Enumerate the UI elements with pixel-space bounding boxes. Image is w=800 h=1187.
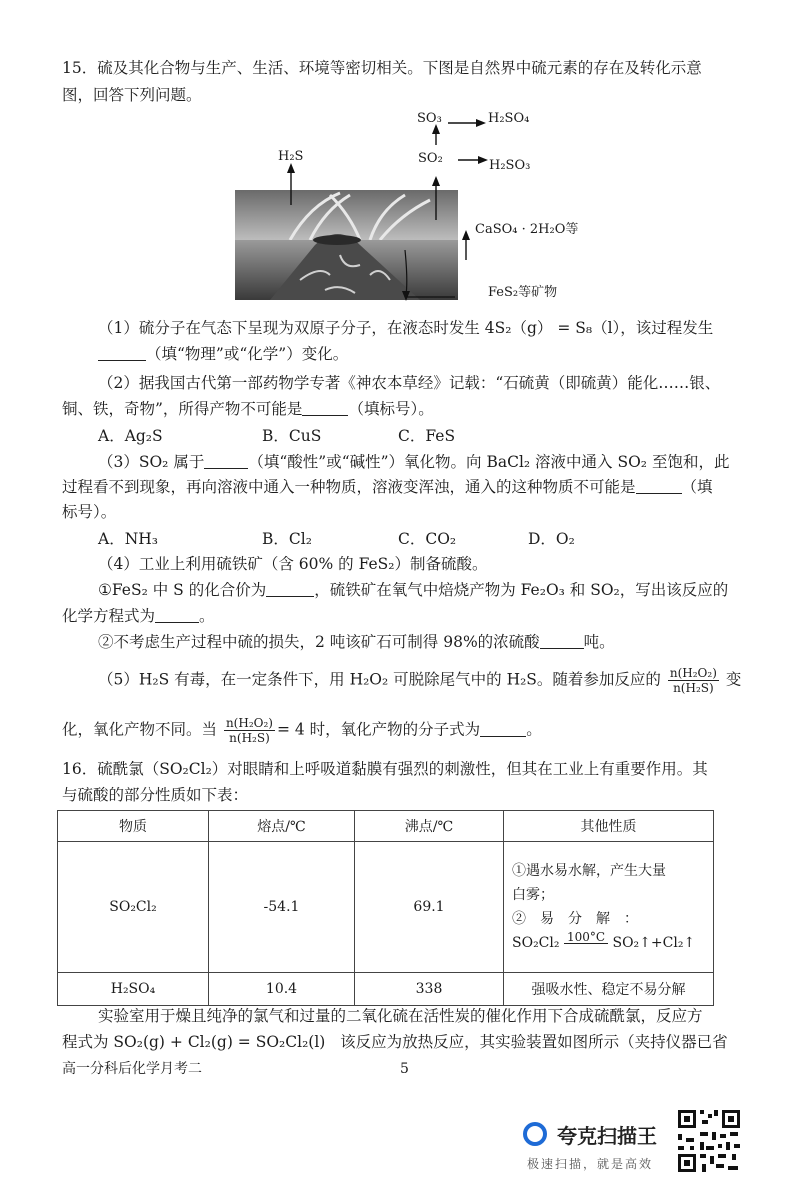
q16-intro-line1: 16．硫酰氯（SO₂Cl₂）对眼睛和上呼吸道黏膜有强烈的刺激性，但其在工业上有重要作用。其 bbox=[62, 760, 708, 778]
table-row bbox=[58, 973, 714, 1006]
scanner-logo-icon bbox=[523, 1122, 547, 1146]
page-number: 5 bbox=[400, 1061, 409, 1077]
h2s-label: H₂S bbox=[278, 149, 304, 164]
q15-p3-line3: 标号）。 bbox=[62, 503, 117, 521]
answer-blank[interactable] bbox=[98, 344, 146, 361]
table-header-row bbox=[58, 811, 714, 842]
h2so4-label: H₂SO₄ bbox=[488, 111, 530, 126]
qr-code-icon bbox=[676, 1108, 742, 1174]
q15-p2-option-a: A．Ag₂S bbox=[98, 427, 163, 445]
ratio-fraction: $\frac{\text{n(H₂O₂)}}{\text{n(H₂S)}}$ bbox=[669, 666, 717, 695]
cell-melting-point: 10.4 bbox=[209, 973, 355, 1006]
q15-p3-option-a: A．NH₃ bbox=[98, 530, 158, 548]
q15-p5-line2: 化，氧化产物不同。当 $\frac{\text{n(H₂O₂)}}{\text{n(H₂S)}}$ = 4 时，氧化产物的分子式为 。 bbox=[62, 716, 542, 745]
q15-p1-line1: （1）硫分子在气态下呈现为双原子分子，在液态时发生 4S₂（g） = S₈（l），该过程发生 bbox=[98, 319, 714, 337]
scanner-slogan: 极速扫描，就是高效 bbox=[527, 1157, 654, 1171]
q15-p2-line1: （2）据我国古代第一部药物学专著《神农本草经》记载：“石硫黄（即硫黄）能化……银、 bbox=[98, 374, 721, 392]
cell-other-properties: ①遇水易水解，产生大量 白雾； ② 易 分 解 ： SO₂Cl₂ 100°C SO₂↑+Cl₂↑ bbox=[504, 842, 714, 973]
q15-p1-line2: （填“物理”或“化学”）变化。 bbox=[98, 343, 348, 365]
so2-label: SO₂ bbox=[418, 151, 443, 166]
volcano-illustration bbox=[230, 105, 610, 305]
answer-blank[interactable] bbox=[480, 720, 526, 737]
q15-p4-q1: ①FeS₂ 中 S 的化合价为 ，硫铁矿在氧气中焙烧产物为 Fe₂O₃ 和 SO₂，写出该反应的 bbox=[98, 581, 729, 599]
q15-p3-line2: 过程看不到现象，再向溶液中通入一种物质，溶液变浑浊，通入的这种物质不可能是 （填 bbox=[62, 478, 713, 496]
q16-after-line1: 实验室用于燥且纯净的氯气和过量的二氧化硫在活性炭的催化作用下合成硫酰氯，反应方 bbox=[98, 1007, 703, 1025]
h2so3-label: H₂SO₃ bbox=[489, 158, 531, 173]
q15-p4-line1: （4）工业上利用硫铁矿（含 60% 的 FeS₂）制备硫酸。 bbox=[98, 555, 488, 573]
q15-intro-line1: 15．硫及其化合物与生产、生活、环境等密切相关。下图是自然界中硫元素的存在及转化示意 bbox=[62, 59, 702, 77]
q15-p3-option-c: C．CO₂ bbox=[398, 530, 457, 548]
scanner-brand-name: 夸克扫描王 bbox=[557, 1124, 657, 1148]
fes2-label: FeS₂等矿物 bbox=[488, 285, 558, 300]
ratio-fraction: $\frac{\text{n(H₂O₂)}}{\text{n(H₂S)}}$ bbox=[225, 716, 273, 745]
answer-blank[interactable] bbox=[266, 580, 314, 597]
table-row bbox=[58, 842, 714, 973]
q15-p2-option-b: B．CuS bbox=[262, 427, 322, 445]
q15-p3-option-d: D．O₂ bbox=[528, 530, 575, 548]
reaction-condition: 100°C bbox=[564, 931, 608, 944]
header-other-properties: 其他性质 bbox=[504, 811, 714, 842]
q15-p2-option-c: C．FeS bbox=[398, 427, 456, 445]
answer-blank[interactable] bbox=[636, 477, 682, 494]
properties-table bbox=[57, 810, 714, 1006]
decomposition-equation: SO₂Cl₂ 100°C SO₂↑+Cl₂↑ bbox=[512, 930, 696, 951]
answer-blank[interactable] bbox=[540, 632, 584, 649]
cell-other-properties: 强吸水性、稳定不易分解 bbox=[504, 973, 714, 1006]
header-substance: 物质 bbox=[58, 811, 209, 842]
cell-boiling-point: 338 bbox=[355, 973, 504, 1006]
cell-substance: SO₂Cl₂ bbox=[58, 842, 209, 973]
q15-p4-q1-line2: 化学方程式为 。 bbox=[62, 607, 215, 625]
so3-label: SO₃ bbox=[417, 111, 442, 126]
sulfur-cycle-figure bbox=[230, 105, 610, 305]
q15-p3-option-b: B．Cl₂ bbox=[262, 530, 312, 548]
answer-blank[interactable] bbox=[204, 452, 248, 469]
footer-exam-title: 高一分科后化学月考二 bbox=[62, 1061, 202, 1077]
header-melting-point: 熔点/℃ bbox=[209, 811, 355, 842]
q15-p5-line1: （5）H₂S 有毒，在一定条件下，用 H₂O₂ 可脱除尾气中的 H₂S。随着参加反应的 $\frac{\text{n(H₂O₂)}}{\text{n(H₂S)}}$ 变 bbox=[98, 666, 742, 695]
q16-after-line2: 程式为 SO₂(g) + Cl₂(g) = SO₂Cl₂(l) 该反应为放热反应，其实验装置如图所示（夹持仪器已省 bbox=[62, 1033, 728, 1051]
cell-melting-point: -54.1 bbox=[209, 842, 355, 973]
answer-blank[interactable] bbox=[302, 399, 348, 416]
q15-intro-line2: 图，回答下列问题。 bbox=[62, 86, 202, 104]
q16-intro-line2: 与硫酸的部分性质如下表： bbox=[62, 786, 249, 804]
q15-p3-line1: （3）SO₂ 属于 （填“酸性”或“碱性”）氧化物。向 BaCl₂ 溶液中通入 SO₂ 至饱和，此 bbox=[98, 453, 730, 471]
header-boiling-point: 沸点/℃ bbox=[355, 811, 504, 842]
cell-substance: H₂SO₄ bbox=[58, 973, 209, 1006]
q15-p2-line2: 铜、铁，奇物”，所得产物不可能是 （填标号）。 bbox=[62, 400, 434, 418]
cell-boiling-point: 69.1 bbox=[355, 842, 504, 973]
caso4-label: CaSO₄ · 2H₂O等 bbox=[475, 222, 579, 237]
q15-p4-q2: ②不考虑生产过程中硫的损失，2 吨该矿石可制得 98%的浓硫酸 吨。 bbox=[98, 633, 615, 651]
answer-blank[interactable] bbox=[155, 606, 199, 623]
